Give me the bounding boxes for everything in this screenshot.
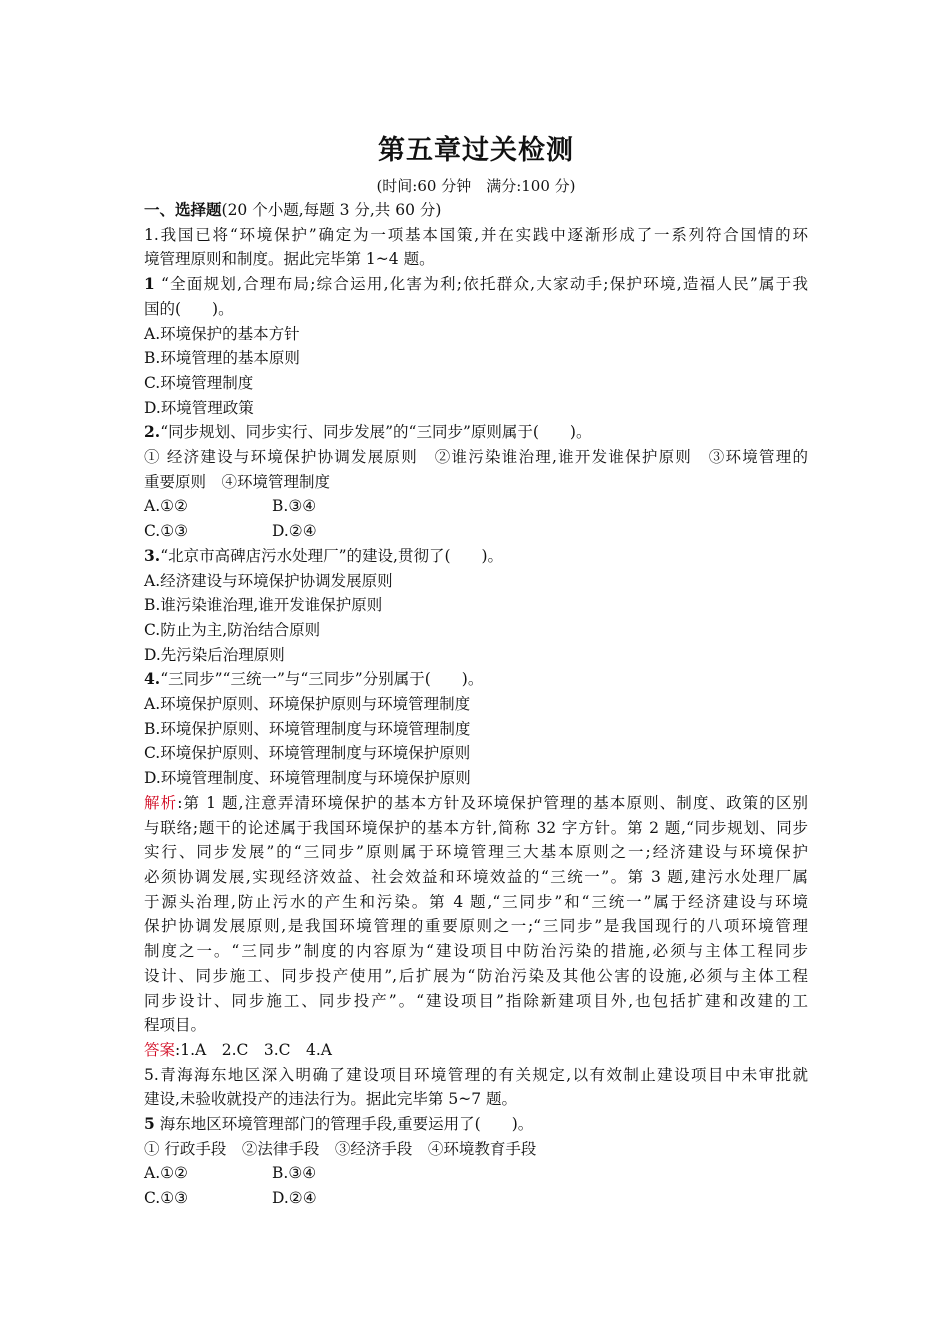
q1-stem-line1: 1 “全面规划,合理布局;综合运用,化害为利;依托群众,大家动手;保护环境,造福人民”属于我 bbox=[144, 274, 808, 294]
q5-option-a: A.①② bbox=[144, 1164, 188, 1183]
q5-options-row2 bbox=[144, 1186, 808, 1211]
q5-option-d: D.②④ bbox=[272, 1189, 317, 1208]
answer-label: 答案 bbox=[144, 1040, 176, 1059]
analysis-line-1: 解析:第 1 题,注意弄清环境保护的基本方针及环境保护管理的基本原则、制度、政策的区别 bbox=[144, 793, 808, 812]
q1-stem-line2: 国的( )。 bbox=[144, 299, 234, 318]
group2-intro-line1: 5.青海海东地区深入明确了建设项目环境管理的有关规定,以有效制止建设项目中未审批就 bbox=[144, 1065, 808, 1084]
analysis-line-10: 程项目。 bbox=[144, 1016, 207, 1035]
q5-stem: 5 海东地区环境管理部门的管理手段,重要运用了( )。 bbox=[144, 1114, 534, 1134]
q1-option-c: C.环境管理制度 bbox=[144, 373, 254, 392]
q3-option-c: C.防止为主,防治结合原则 bbox=[144, 620, 321, 639]
q2-options-row1 bbox=[144, 494, 808, 519]
q5-option-b: B.③④ bbox=[272, 1164, 317, 1183]
analysis-line-5: 于源头治理,防止污水的产生和污染。第 4 题,“三同步”和“三统一”属于经济建设与环境 bbox=[144, 892, 808, 911]
q2-option-d: D.②④ bbox=[272, 522, 317, 541]
group1-intro-line1: 1.我国已将“环境保护”确定为一项基本国策,并在实践中逐渐形成了一系列符合国情的环 bbox=[144, 225, 808, 244]
q5-items: ① 行政手段 ②法律手段 ③经济手段 ④环境教育手段 bbox=[144, 1139, 537, 1158]
analysis-line-2: 与联络;题干的论述属于我国环境保护的基本方针,简称 32 字方针。第 2 题,“同步规划、同步 bbox=[144, 818, 808, 837]
q4-option-c: C.环境保护原则、环境管理制度与环境保护原则 bbox=[144, 744, 471, 763]
q1-option-b: B.环境管理的基本原则 bbox=[144, 349, 300, 368]
group1-intro-line2: 境管理原则和制度。据此完毕第 1~4 题。 bbox=[144, 250, 435, 269]
answer-line: 答案:1.A 2.C 3.C 4.A bbox=[144, 1040, 332, 1059]
q2-option-a: A.①② bbox=[144, 497, 188, 516]
q5-option-c: C.①③ bbox=[144, 1189, 189, 1208]
q2-stem: 2.“同步规划、同步实行、同步发展”的“三同步”原则属于( )。 bbox=[144, 422, 592, 442]
q2-items-line1: ① 经济建设与环境保护协调发展原则 ②谁污染谁治理,谁开发谁保护原则 ③环境管理的 bbox=[144, 448, 808, 467]
analysis-line-7: 制度之一。“三同步”制度的内容原为“建设项目中防治污染的措施,必须与主体工程同步 bbox=[144, 942, 808, 961]
q1-option-a: A.环境保护的基本方针 bbox=[144, 324, 300, 343]
q3-option-d: D.先污染后治理原则 bbox=[144, 645, 285, 664]
analysis-line-4: 必须协调发展,实现经济效益、社会效益和环境效益的“三统一”。第 3 题,建污水处理厂属 bbox=[144, 867, 808, 886]
q1-option-d: D.环境管理政策 bbox=[144, 398, 254, 417]
q4-option-a: A.环境保护原则、环境保护原则与环境管理制度 bbox=[144, 695, 471, 714]
page-title: 第五章过关检测 bbox=[378, 135, 574, 166]
q4-option-b: B.环境保护原则、环境管理制度与环境管理制度 bbox=[144, 719, 471, 738]
q3-option-a: A.经济建设与环境保护协调发展原则 bbox=[144, 571, 393, 590]
q4-option-d: D.环境管理制度、环境管理制度与环境保护原则 bbox=[144, 769, 471, 788]
analysis-line-8: 设计、同步施工、同步投产使用”,后扩展为“防治污染及其他公害的设施,必须与主体工程 bbox=[144, 966, 808, 985]
analysis-line-6: 保护协调发展原则,是我国环境管理的重要原则之一;“三同步”是我国现行的八项环境管理 bbox=[144, 917, 808, 936]
q2-items-line2: 重要原则 ④环境管理制度 bbox=[144, 472, 331, 491]
q2-options-row2 bbox=[144, 519, 808, 544]
q2-option-c: C.①③ bbox=[144, 522, 189, 541]
analysis-block bbox=[144, 791, 808, 1038]
page-subtitle: (时间:60 分钟 满分:100 分) bbox=[376, 177, 576, 195]
q5-options-row1 bbox=[144, 1161, 808, 1186]
analysis-line-3: 实行、同步发展”的“三同步”原则属于环境管理三大基本原则之一;经济建设与环境保护 bbox=[144, 843, 808, 862]
q3-option-b: B.谁污染谁治理,谁开发谁保护原则 bbox=[144, 596, 383, 615]
analysis-label: 解析 bbox=[144, 793, 178, 812]
analysis-line-9: 同步设计、同步施工、同步投产”。“建设项目”指除新建项目外,也包括扩建和改建的工 bbox=[144, 991, 808, 1010]
q2-option-b: B.③④ bbox=[272, 497, 317, 516]
section-heading: 一、选择题(20 个小题,每题 3 分,共 60 分) bbox=[144, 200, 442, 219]
q3-stem: 3.“北京市高碑店污水处理厂”的建设,贯彻了( )。 bbox=[144, 545, 504, 565]
q4-stem: 4.“三同步”“三统一”与“三同步”分别属于( )。 bbox=[144, 669, 484, 689]
document-page bbox=[144, 128, 808, 1211]
group2-intro-line2: 建设,未验收就投产的违法行为。据此完毕第 5~7 题。 bbox=[144, 1090, 517, 1109]
